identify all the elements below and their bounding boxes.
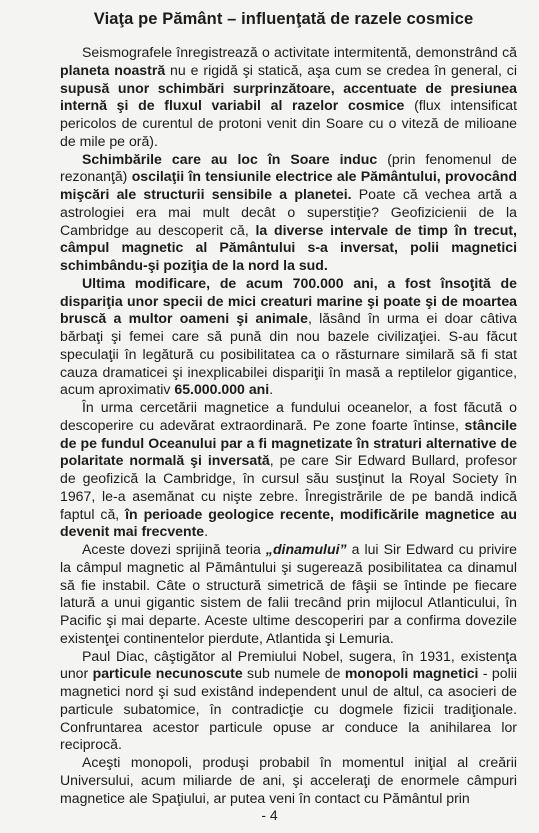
emphasis-run: Ultima modificare, de acum 700.000 ani, a fost însoţită de dispariţia unor specii de mici creaturi marine şi poate şi de moartea bruscă a multor oameni şi animale bbox=[60, 274, 517, 327]
emphasis-run: particule necunoscute bbox=[92, 665, 243, 682]
text-run: a lui Sir Edward cu privire la câmpul magnetic al Pământului şi sugerează posibilitatea ca dinamul să fie instabil. Câte o structură simetrică de fâşii se întinde pe fiecare latură a unui gigantic sistem de falii trecând prin mijlocul Atlanticului, în Pacific şi mai departe. Aceste ultime descoperiri par a confirma dovezile existenţei continentelor pierdute, Atlantida şi Lemuria. bbox=[60, 541, 517, 646]
text-run: (flux intensificat pericolos de curentul de protoni venit din Soare cu o viteză de milioane de mile pe oră). bbox=[60, 97, 517, 149]
paragraph-7 bbox=[60, 754, 517, 807]
text-run: Seismografele înregistrează o activitate intermitentă, demonstrând că bbox=[82, 44, 517, 60]
text-run: În urma cercetării magnetice a fundului oceanelor, a fost făcută o descoperire cu adevărat extraordinară. Pe zone foarte întinse, bbox=[60, 399, 517, 433]
emphasis-run: planeta noastră bbox=[60, 61, 166, 78]
paragraph-3 bbox=[60, 275, 517, 399]
text-run: , pe care Sir Edward Bullard, profesor de geofizică la Cambridge, în cursul său susţinut la Royal Society în 1967, le-a asemănat cu nişte zebre. Înregistrările de pe bandă indică faptul că, bbox=[60, 452, 517, 522]
paragraph-1 bbox=[60, 44, 517, 151]
text-run: Paul Diac, câştigător al Premiului Nobel, sugera, în 1931, existenţa unor bbox=[60, 647, 517, 682]
text-run: sub numele de bbox=[242, 665, 345, 682]
emphasis-run: oscilaţii în tensiunile electrice ale Pământului, provocând mişcări ale structurii sensibile a planetei. bbox=[60, 168, 517, 202]
emphasis-run: la diverse intervale de timp în trecut, câmpul magnetic al Pământului s-a inversat, polii magnetici schimbându-şi poziţia de la nord la sud. bbox=[60, 221, 517, 273]
emphasis-run: stâncile de pe fundul Oceanului par a fi magnetizate în straturi alternative de polaritate normală şi inversată bbox=[60, 416, 517, 469]
emphasis-run: în perioade geologice recente, modificările magnetice au devenit mai frecvente bbox=[60, 505, 517, 540]
body-text bbox=[60, 44, 517, 807]
page-title: Viaţa pe Pământ – influenţată de razele cosmice bbox=[93, 10, 474, 28]
page-number: - 4 bbox=[261, 807, 278, 823]
text-run: (prin fenomenul de rezonanţă) bbox=[60, 150, 517, 185]
emphasis-run: supusă unor schimbări surprinzătoare, accentuate de presiunea internă şi de fluxul variabil al razelor cosmice bbox=[60, 79, 517, 114]
text-run: . bbox=[269, 381, 274, 398]
paragraph-6 bbox=[60, 648, 517, 755]
paragraph-5 bbox=[60, 541, 517, 648]
text-run: - polii magnetici nord şi sud existând independent unul de altul, ca asocieri de particule subatomice, în contradicţie cu dogmele fizicii tradiţionale. Confruntarea acestor particule opuse ar conduce la anihilarea lor reciprocă. bbox=[60, 665, 517, 753]
text-run: , lăsând în urma ei doar câtiva bărbaţi şi femei care să pună din nou bazele civilizaţiei. S-au făcut speculaţii în legătură cu posibilitatea ca o răsturnare similară să fi stat cauza dramaticei şi inexplicabilei dispariţii în masă a reptilelor gigantice, acum aproximativ bbox=[60, 310, 517, 398]
text-run: „dinamului” bbox=[265, 541, 347, 557]
text-run: . bbox=[204, 523, 209, 540]
emphasis-run bbox=[266, 541, 347, 557]
text-run: Poate că vechea artă a astrologiei era mai mult decât o superstiţie? Geofizicienii de la Cambridge au descoperit că, bbox=[60, 186, 517, 238]
emphasis-run: monopoli magnetici bbox=[344, 665, 479, 682]
emphasis-run: Schimbările care au loc în Soare induc bbox=[82, 150, 378, 167]
emphasis-run: 65.000.000 ani bbox=[174, 381, 270, 398]
text-run: Aceste dovezi sprijină teoria bbox=[82, 541, 266, 557]
text-run: nu e rigidă şi statică, aşa cum se credea în general, ci bbox=[165, 61, 517, 78]
paragraph-2 bbox=[60, 151, 517, 275]
paragraph-4 bbox=[60, 399, 517, 541]
text-run: Aceşti monopoli, produşi probabil în momentul iniţial al creării Universului, acum miliarde de ani, şi acceleraţi de enormele câmpuri magnetice ale Spaţiului, ar putea veni în contact cu Pământul prin bbox=[60, 754, 517, 806]
